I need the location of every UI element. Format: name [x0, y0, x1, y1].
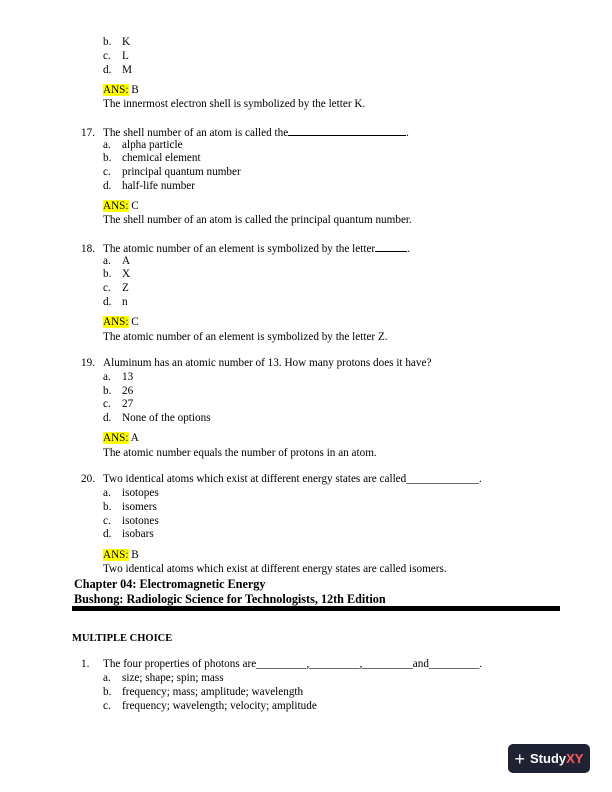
option-d: d. half-life number	[103, 180, 195, 192]
answer-explanation: The innermost electron shell is symbolized by the letter K.	[103, 98, 366, 110]
option-c: c. isotones	[103, 515, 159, 527]
answer-explanation: The atomic number equals the number of protons in an atom.	[103, 447, 377, 459]
question-17: 17. The shell number of an atom is called the .	[81, 127, 409, 139]
option-a: a. size; shape; spin; mass	[103, 672, 224, 684]
option-a: a. isotopes	[103, 487, 159, 499]
option-d: d. isobars	[103, 528, 154, 540]
answer-value: B	[131, 549, 139, 561]
option-a: a. alpha particle	[103, 139, 183, 151]
answer-value: B	[131, 84, 139, 96]
option-a: a. 13	[103, 371, 134, 383]
option-c: c. Z	[103, 282, 129, 294]
book-title: Bushong: Radiologic Science for Technologists, 12th Edition	[74, 592, 386, 606]
option-b: b. isomers	[103, 501, 157, 513]
chapter-divider	[72, 606, 560, 611]
answer-label: ANS:	[103, 316, 129, 328]
answer-line	[103, 316, 139, 330]
answer-explanation: The atomic number of an element is symbolized by the letter Z.	[103, 331, 388, 343]
option-c: c. 27	[103, 398, 134, 410]
answer-line	[103, 432, 139, 446]
answer-explanation: Two identical atoms which exist at different energy states are called isomers.	[103, 563, 447, 575]
option-d: d. None of the options	[103, 412, 211, 424]
answer-value: A	[130, 432, 139, 444]
answer-value: C	[131, 200, 139, 212]
section-heading: MULTIPLE CHOICE	[72, 633, 173, 644]
option-b: b. X	[103, 268, 131, 280]
answer-explanation: The shell number of an atom is called the principal quantum number.	[103, 214, 412, 226]
option-b: b. 26	[103, 385, 134, 397]
answer-blank	[375, 241, 407, 252]
question-18: 18. The atomic number of an element is symbolized by the letter .	[81, 243, 410, 255]
studyxy-badge[interactable]	[508, 744, 590, 773]
brand-logo: StudyXY	[530, 750, 584, 766]
option-b: b. K	[103, 36, 131, 48]
answer-blank	[288, 125, 406, 136]
option-b: b. chemical element	[103, 152, 201, 164]
answer-line	[103, 84, 139, 98]
answer-label: ANS:	[103, 84, 129, 96]
question-19: 19. Aluminum has an atomic number of 13. How many protons does it have?	[81, 357, 432, 369]
plus-icon: +	[514, 748, 526, 769]
answer-label: ANS:	[103, 200, 129, 212]
answer-label: ANS:	[103, 432, 129, 444]
chapter-title: Chapter 04: Electromagnetic Energy	[74, 577, 266, 591]
question-1: 1. The four properties of photons are_________,_________,_________and_________.	[81, 658, 483, 670]
option-c: c. principal quantum number	[103, 166, 241, 178]
answer-value: C	[131, 316, 139, 328]
option-c: c. frequency; wavelength; velocity; amplitude	[103, 700, 317, 712]
option-d: d. n	[103, 296, 128, 308]
option-b: b. frequency; mass; amplitude; wavelength	[103, 686, 304, 698]
option-c: c. L	[103, 50, 129, 62]
answer-label: ANS:	[103, 549, 129, 561]
option-d: d. M	[103, 64, 132, 76]
question-20: 20. Two identical atoms which exist at different energy states are called_____________.	[81, 473, 482, 485]
answer-line	[103, 200, 139, 214]
answer-line	[103, 549, 139, 563]
option-a: a. A	[103, 255, 131, 267]
